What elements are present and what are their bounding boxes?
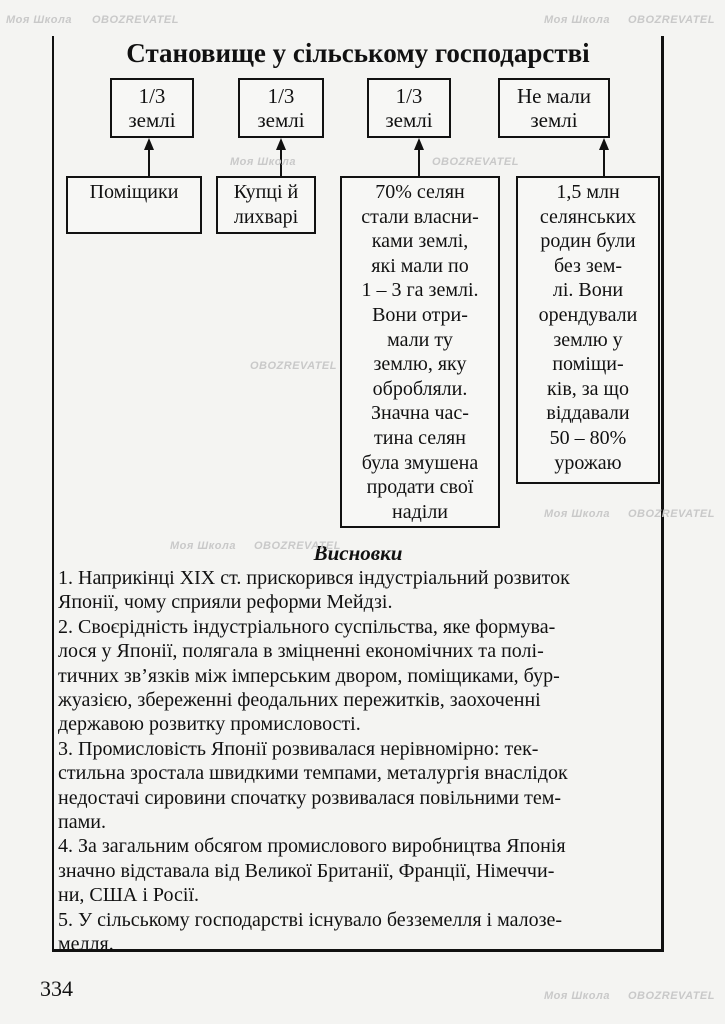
land-share-unit: землі bbox=[385, 108, 433, 132]
conclusion-item: 5. У сільському господарстві існувало безземелля і малозе- мелля. bbox=[58, 908, 563, 956]
watermark-portal: OBOZREVATEL bbox=[250, 360, 337, 372]
land-share-value: 1/3 bbox=[395, 84, 423, 108]
watermark-school: Моя Школа bbox=[6, 14, 72, 26]
land-share-value: 1/3 bbox=[267, 84, 295, 108]
land-share-unit: землі bbox=[257, 108, 305, 132]
land-share-unit: землі bbox=[530, 108, 578, 132]
conclusions-heading: Висновки bbox=[313, 541, 403, 565]
arrow-up-icon bbox=[144, 138, 154, 178]
conclusion-item: 4. За загальним обсягом промислового виробництва Японія значно відставала від Великої Британії, Франції, Німеччи- ни, США і Росії. bbox=[58, 835, 566, 907]
watermark-portal: OBOZREVATEL bbox=[432, 156, 519, 168]
conclusion-item: 3. Промисловість Японії розвивалася нерівномірно: тек- стильна зростала швидкими темпами, металургія внаслідок недостачі сировини спочатку розвивалася повільними тем- пами. bbox=[58, 737, 568, 834]
watermark-school: Моя Школа bbox=[544, 508, 610, 520]
watermark-school: Моя Школа bbox=[230, 156, 296, 168]
watermark-portal: OBOZREVATEL bbox=[628, 508, 715, 520]
group-box-merchants bbox=[216, 176, 316, 234]
watermark-portal: OBOZREVATEL bbox=[92, 14, 179, 26]
group-description: 70% селян стали власни- ками землі, які мали по 1 – 3 га землі. Вони отри- мали ту землю, яку обробляли. Значна час- тина селян була змушена продати свої наділи bbox=[361, 181, 479, 523]
group-box-landless-peasants bbox=[516, 176, 660, 484]
land-share-box-2 bbox=[238, 78, 324, 138]
watermark-portal: OBOZREVATEL bbox=[254, 540, 341, 552]
land-share-box-4 bbox=[498, 78, 610, 138]
page-title: Становище у сільському господарстві bbox=[126, 38, 590, 68]
arrow-up-icon bbox=[414, 138, 424, 178]
group-description: Купці й лихварі bbox=[233, 181, 299, 228]
watermark-portal: OBOZREVATEL bbox=[628, 14, 715, 26]
land-share-box-1 bbox=[110, 78, 194, 138]
conclusion-item: 1. Наприкінці XIX ст. прискорився індустріальний розвиток Японії, чому сприяли реформи Мейдзі. bbox=[58, 567, 570, 614]
group-box-peasant-owners bbox=[340, 176, 500, 528]
watermark-portal: OBOZREVATEL bbox=[628, 990, 715, 1002]
group-description: Поміщики bbox=[89, 181, 179, 203]
conclusion-item: 2. Своєрідність індустріального суспільства, яке формува- лося у Японії, полягала в зміцненні економічних та полі- тичних зв’язків між імперським двором, поміщиками, бур- жуазією, збереженні феодальних пережитків, заохоченні державою розвитку промисловості. bbox=[58, 615, 560, 736]
watermark-school: Моя Школа bbox=[544, 14, 610, 26]
land-share-value: Не мали bbox=[516, 84, 592, 108]
watermark-school: Моя Школа bbox=[544, 990, 610, 1002]
watermark-school: Моя Школа bbox=[170, 540, 236, 552]
group-box-landowners bbox=[66, 176, 202, 234]
group-description: 1,5 млн селянських родин були без зем- лі. Вони орендували землю у поміщи- ків, за що віддавали 50 – 80% урожаю bbox=[538, 181, 638, 474]
land-share-value: 1/3 bbox=[138, 84, 166, 108]
page-number: 334 bbox=[40, 976, 73, 1001]
conclusions-list bbox=[58, 566, 658, 957]
land-share-unit: землі bbox=[128, 108, 176, 132]
arrow-up-icon bbox=[599, 138, 609, 178]
land-share-box-3 bbox=[367, 78, 451, 138]
